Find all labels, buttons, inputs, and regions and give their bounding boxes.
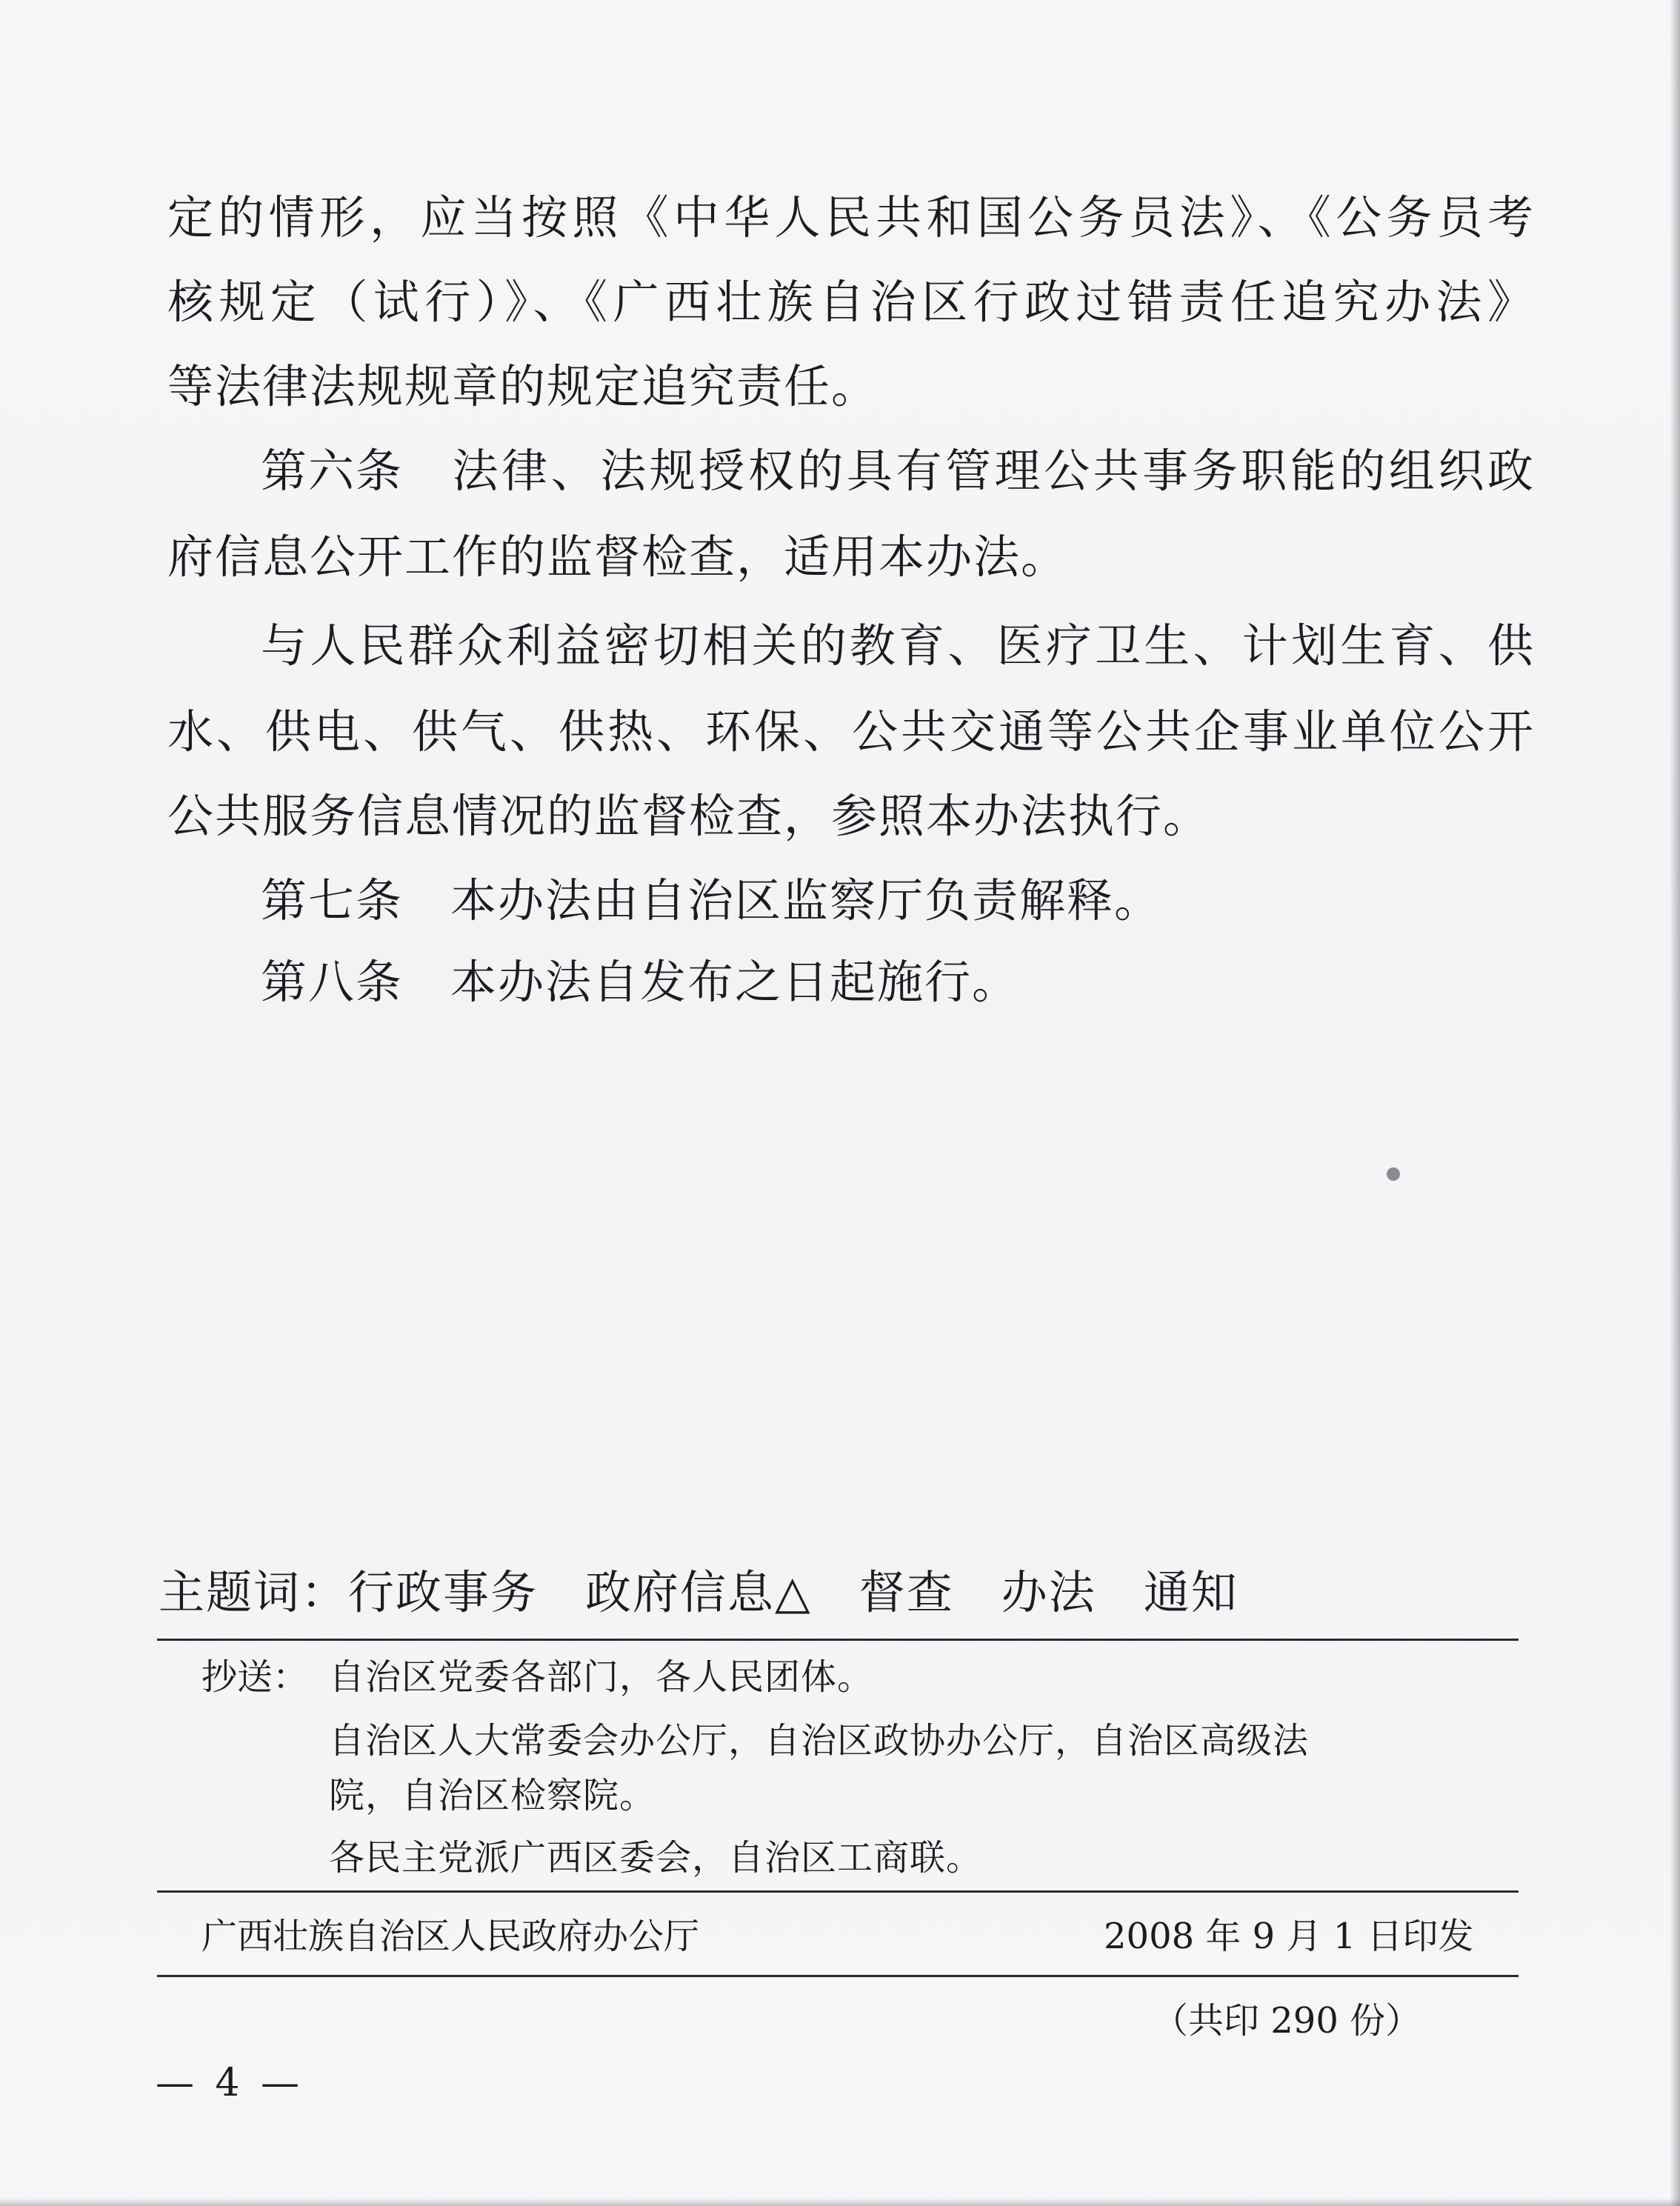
cc-item: 各民主党派广西区委会，自治区工商联。 xyxy=(329,1837,983,1879)
keyword: 行政事务 xyxy=(348,1565,539,1619)
scan-edge-shadow xyxy=(1670,0,1680,2206)
page-number: — 4 — xyxy=(156,2061,304,2105)
article-6-label: 第六条 xyxy=(261,444,404,498)
keyword: 通知 xyxy=(1143,1565,1239,1619)
article-8-text: 本办法自发布之日起施行。 xyxy=(450,955,1020,1009)
subject-keywords xyxy=(159,1563,1239,1622)
divider-rule xyxy=(157,1975,1519,1977)
body-line: 公共服务信息情况的监督检查，参照本办法执行。 xyxy=(167,789,1211,843)
cc-item: 院，自治区检察院。 xyxy=(329,1775,656,1816)
article-7 xyxy=(261,871,1535,930)
article-6-text: 法律、法规授权的具有管理公共事务职能的组织政 xyxy=(450,444,1535,498)
print-copies: （共印 290 份） xyxy=(1153,2000,1421,2042)
article-6-line-1 xyxy=(261,441,1535,501)
scan-bottom-shadow xyxy=(0,2199,1680,2206)
divider-rule xyxy=(157,1639,1519,1641)
cc-item: 自治区党委各部门，各人民团体。 xyxy=(329,1656,874,1698)
body-line: 核规定（试行）》、《广西壮族自治区行政过错责任追究办法》 xyxy=(167,275,1535,329)
cc-label: 抄送： xyxy=(201,1656,309,1698)
issuer: 广西壮族自治区人民政府办公厅 xyxy=(201,1916,700,1957)
body-line: 等法律法规规章的规定追究责任。 xyxy=(167,359,879,413)
body-line: 与人民群众利益密切相关的教育、医疗卫生、计划生育、供 xyxy=(261,619,1535,673)
article-8 xyxy=(261,953,1535,1012)
article-7-text: 本办法由自治区监察厅负责解释。 xyxy=(450,873,1162,927)
article-7-label: 第七条 xyxy=(261,873,404,927)
scan-speck xyxy=(1387,1167,1400,1181)
cc-item: 自治区人大常委会办公厅，自治区政协办公厅，自治区高级法 xyxy=(329,1720,1310,1762)
body-line: 水、供电、供气、供热、环保、公共交通等公共企事业单位公开 xyxy=(167,704,1535,759)
keyword: 政府信息△ xyxy=(585,1565,812,1619)
divider-rule xyxy=(157,1890,1519,1893)
article-8-label: 第八条 xyxy=(261,955,404,1009)
keyword: 督查 xyxy=(859,1565,954,1619)
subject-label: 主题词： xyxy=(159,1565,349,1619)
article-6-line-2: 府信息公开工作的监督检查，适用本办法。 xyxy=(167,530,1069,584)
keyword: 办法 xyxy=(1001,1565,1096,1619)
issue-date: 2008 年 9 月 1 日印发 xyxy=(1104,1916,1474,1957)
body-line: 定的情形，应当按照《中华人民共和国公务员法》、《公务员考 xyxy=(167,190,1535,244)
